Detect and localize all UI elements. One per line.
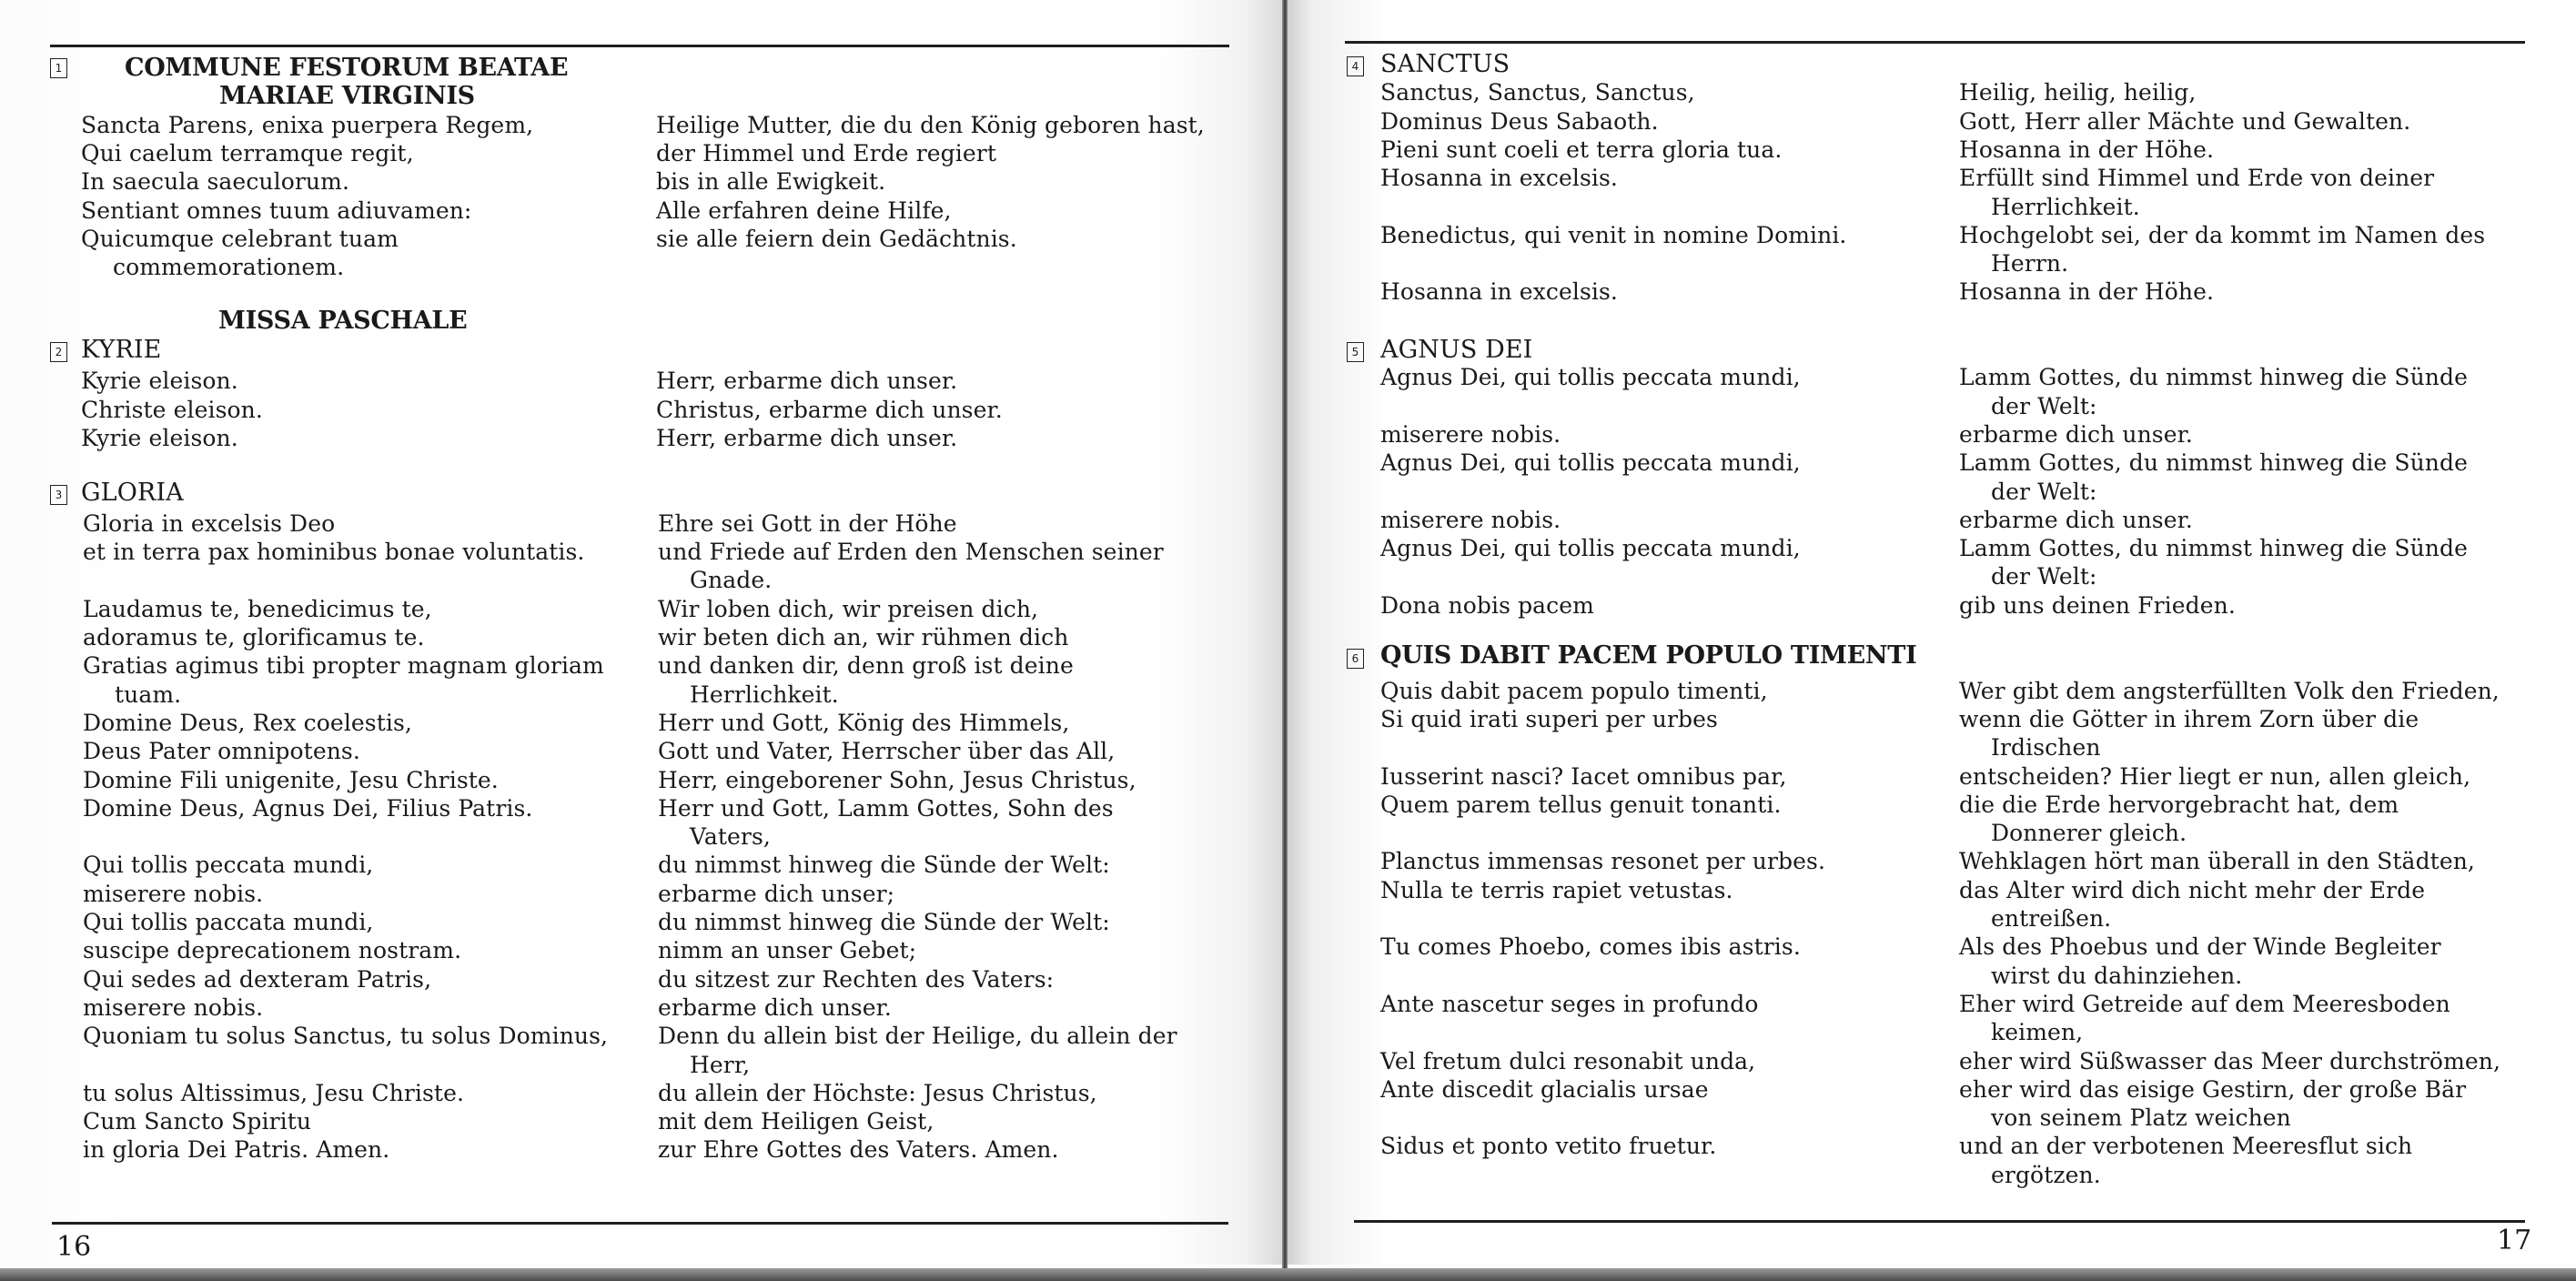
verse-line: Cum Sancto Spiritu xyxy=(83,1108,312,1135)
left-page xyxy=(0,0,1283,1265)
verse-line: in gloria Dei Patris. Amen. xyxy=(83,1136,390,1164)
verse-line: Vaters, xyxy=(690,823,771,851)
verse-line: Qui caelum terramque regit, xyxy=(81,139,414,166)
page-number: 16 xyxy=(56,1231,92,1263)
verse-line: und Friede auf Erden den Menschen seiner xyxy=(658,539,1164,566)
verse-line: Hosanna in der Höhe. xyxy=(1959,136,2215,163)
verse-line: Quoniam tu solus Sanctus, tu solus Dominus, xyxy=(83,1023,609,1050)
verse-line: adoramus te, glorificamus te. xyxy=(83,624,425,651)
page-number: 17 xyxy=(2497,1225,2532,1256)
verse-line: Christus, erbarme dich unser. xyxy=(656,396,1003,423)
verse-line: Sanctus, Sanctus, Sanctus, xyxy=(1380,79,1695,106)
verse-line: et in terra pax hominibus bonae voluntatis. xyxy=(83,539,585,566)
verse-line: der Welt: xyxy=(1991,392,2097,419)
mass-title: MISSA PASCHALE xyxy=(218,307,468,335)
verse-line: Domine Deus, Agnus Dei, Filius Patris. xyxy=(83,794,533,822)
verse-line: Wehklagen hört man überall in den Städten, xyxy=(1959,848,2475,875)
book-gutter xyxy=(1282,0,1288,1270)
verse-line: Vel fretum dulci resonabit unda, xyxy=(1380,1047,1756,1074)
top-rule xyxy=(50,45,1229,47)
verse-line: tuam. xyxy=(115,681,182,708)
verse-line: Deus Pater omnipotens. xyxy=(83,738,360,765)
verse-line: miserere nobis. xyxy=(1380,420,1561,448)
track-number-box: 2 xyxy=(50,342,67,362)
verse-line: Sentiant omnes tuum adiuvamen: xyxy=(81,197,472,224)
verse-line: du allein der Höchste: Jesus Christus, xyxy=(658,1079,1097,1106)
verse-line: Herrn. xyxy=(1991,250,2069,277)
verse-line: Herrlichkeit. xyxy=(1991,193,2140,220)
track-number-box: 1 xyxy=(50,58,67,78)
verse-line: und danken dir, denn groß ist deine xyxy=(658,652,1074,680)
verse-line: Iusserint nasci? Iacet omnibus par, xyxy=(1380,762,1787,790)
verse-line: Herrlichkeit. xyxy=(690,681,839,708)
verse-line: Herr und Gott, König des Himmels, xyxy=(658,709,1070,736)
verse-line: Qui tollis peccata mundi, xyxy=(83,852,374,879)
verse-line: erbarme dich unser; xyxy=(658,880,895,907)
verse-line: Ante discedit glacialis ursae xyxy=(1380,1075,1709,1103)
verse-line: Hosanna in der Höhe. xyxy=(1959,278,2215,306)
verse-line: nimm an unser Gebet; xyxy=(658,937,917,964)
verse-line: Herr und Gott, Lamm Gottes, Sohn des xyxy=(658,794,1114,822)
verse-line: Herr, erbarme dich unser. xyxy=(656,424,958,451)
section-title: QUIS DABIT PACEM POPULO TIMENTI xyxy=(1380,641,1917,670)
verse-line: Heilig, heilig, heilig, xyxy=(1959,79,2197,106)
verse-line: mit dem Heiligen Geist, xyxy=(658,1108,934,1135)
verse-line: bis in alle Ewigkeit. xyxy=(656,168,886,196)
verse-line: wenn die Götter in ihrem Zorn über die xyxy=(1959,705,2419,732)
verse-line: zur Ehre Gottes des Vaters. Amen. xyxy=(658,1136,1059,1164)
verse-line: eher wird Süßwasser das Meer durchströmen, xyxy=(1959,1047,2501,1074)
verse-line: entreißen. xyxy=(1991,905,2112,932)
verse-line: Agnus Dei, qui tollis peccata mundi, xyxy=(1380,535,1801,562)
verse-line: Agnus Dei, qui tollis peccata mundi, xyxy=(1380,364,1801,391)
verse-line: Tu comes Phoebo, comes ibis astris. xyxy=(1380,933,1801,961)
verse-line: Hochgelobt sei, der da kommt im Namen des xyxy=(1959,221,2486,248)
verse-line: Gratias agimus tibi propter magnam gloriam xyxy=(83,652,604,680)
verse-line: Hosanna in excelsis. xyxy=(1380,278,1618,306)
verse-line: Agnus Dei, qui tollis peccata mundi, xyxy=(1380,449,1801,477)
verse-line: Wer gibt dem angsterfüllten Volk den Frieden, xyxy=(1959,677,2500,704)
verse-line: Nulla te terris rapiet vetustas. xyxy=(1380,876,1733,903)
verse-line: Alle erfahren deine Hilfe, xyxy=(656,197,952,224)
verse-line: Si quid irati superi per urbes xyxy=(1380,705,1718,732)
verse-line: die die Erde hervorgebracht hat, dem xyxy=(1959,791,2399,818)
section-title: AGNUS DEI xyxy=(1380,336,1533,364)
verse-line: entscheiden? Hier liegt er nun, allen gleich, xyxy=(1959,762,2471,790)
verse-line: Quis dabit pacem populo timenti, xyxy=(1380,677,1768,704)
scan-bottom-edge xyxy=(0,1268,2576,1281)
verse-line: Kyrie eleison. xyxy=(81,424,238,451)
verse-line: Quem parem tellus genuit tonanti. xyxy=(1380,791,1782,818)
verse-line: von seinem Platz weichen xyxy=(1991,1104,2291,1132)
verse-line: Pieni sunt coeli et terra gloria tua. xyxy=(1380,136,1783,163)
verse-line: Irdischen xyxy=(1991,734,2101,762)
verse-line: Wir loben dich, wir preisen dich, xyxy=(658,595,1039,622)
verse-line: du sitzest zur Rechten des Vaters: xyxy=(658,965,1055,993)
verse-line: suscipe deprecationem nostram. xyxy=(83,937,462,964)
verse-line: Gott und Vater, Herrscher über das All, xyxy=(658,738,1116,765)
verse-line: Quicumque celebrant tuam xyxy=(81,225,399,252)
verse-line: Hosanna in excelsis. xyxy=(1380,165,1618,192)
verse-line: Sidus et ponto vetito fruetur. xyxy=(1380,1133,1717,1160)
verse-line: du nimmst hinweg die Sünde der Welt: xyxy=(658,852,1110,879)
verse-line: Ante nascetur seges in profundo xyxy=(1380,990,1759,1017)
verse-line: wir beten dich an, wir rühmen dich xyxy=(658,624,1069,651)
section-title: COMMUNE FESTORUM BEATAE xyxy=(125,54,569,82)
right-page xyxy=(1287,0,2576,1265)
verse-line: Als des Phoebus und der Winde Begleiter xyxy=(1959,933,2441,961)
verse-line: gib uns deinen Frieden. xyxy=(1959,591,2236,619)
verse-line: sie alle feiern dein Gedächtnis. xyxy=(656,225,1017,252)
verse-line: Lamm Gottes, du nimmst hinweg die Sünde xyxy=(1959,535,2468,562)
verse-line: Domine Fili unigenite, Jesu Christe. xyxy=(83,766,499,793)
verse-line: Laudamus te, benedicimus te, xyxy=(83,595,432,622)
verse-line: erbarme dich unser. xyxy=(658,994,892,1021)
verse-line: Ehre sei Gott in der Höhe xyxy=(658,509,957,537)
verse-line: Herr, erbarme dich unser. xyxy=(656,368,958,395)
verse-line: erbarme dich unser. xyxy=(1959,420,2193,448)
verse-line: miserere nobis. xyxy=(83,880,264,907)
verse-line: wirst du dahinziehen. xyxy=(1991,962,2243,989)
top-rule xyxy=(1345,41,2525,44)
verse-line: Erfüllt sind Himmel und Erde von deiner xyxy=(1959,165,2435,192)
verse-line: Qui sedes ad dexteram Patris, xyxy=(83,965,432,993)
verse-line: keimen, xyxy=(1991,1019,2084,1046)
bottom-rule xyxy=(52,1222,1228,1225)
verse-line: miserere nobis. xyxy=(83,994,264,1021)
verse-line: Gott, Herr aller Mächte und Gewalten. xyxy=(1959,107,2411,135)
verse-line: Gloria in excelsis Deo xyxy=(83,509,336,537)
verse-line: ergötzen. xyxy=(1991,1161,2101,1188)
verse-line: Eher wird Getreide auf dem Meeresboden xyxy=(1959,990,2450,1017)
verse-line: der Welt: xyxy=(1991,478,2097,505)
track-number-box: 6 xyxy=(1347,649,1364,669)
verse-line: erbarme dich unser. xyxy=(1959,506,2193,533)
verse-line: Planctus immensas resonet per urbes. xyxy=(1380,848,1826,875)
track-number-box: 4 xyxy=(1347,56,1364,76)
verse-line: der Welt: xyxy=(1991,563,2097,590)
verse-line: Christe eleison. xyxy=(81,396,263,423)
verse-line: Lamm Gottes, du nimmst hinweg die Sünde xyxy=(1959,449,2468,477)
verse-line: Sancta Parens, enixa puerpera Regem, xyxy=(81,111,534,138)
verse-line: du nimmst hinweg die Sünde der Welt: xyxy=(658,909,1110,935)
section-title: GLORIA xyxy=(81,479,184,507)
verse-line: das Alter wird dich nicht mehr der Erde xyxy=(1959,876,2426,903)
verse-line: Heilige Mutter, die du den König geboren hast, xyxy=(656,111,1205,138)
verse-line: Donnerer gleich. xyxy=(1991,820,2187,847)
verse-line: und an der verbotenen Meeresflut sich xyxy=(1959,1133,2413,1160)
section-title: KYRIE xyxy=(81,336,162,364)
verse-line: Domine Deus, Rex coelestis, xyxy=(83,709,412,736)
verse-line: miserere nobis. xyxy=(1380,506,1561,533)
verse-line: Kyrie eleison. xyxy=(81,368,238,395)
verse-line: Qui tollis paccata mundi, xyxy=(83,909,374,935)
verse-line: In saecula saeculorum. xyxy=(81,168,349,196)
section-title: SANCTUS xyxy=(1380,50,1510,78)
verse-line: Dona nobis pacem xyxy=(1380,591,1594,619)
track-number-box: 3 xyxy=(50,485,67,505)
verse-line: Dominus Deus Sabaoth. xyxy=(1380,107,1659,135)
bottom-rule xyxy=(1354,1220,2525,1223)
verse-line: Herr, eingeborener Sohn, Jesus Christus, xyxy=(658,766,1136,793)
track-number-box: 5 xyxy=(1347,342,1364,362)
section-title-continued: MARIAE VIRGINIS xyxy=(219,82,475,110)
verse-line: commemorationem. xyxy=(113,254,345,281)
verse-line: Benedictus, qui venit in nomine Domini. xyxy=(1380,221,1847,248)
verse-line: Herr, xyxy=(690,1051,751,1078)
verse-line: der Himmel und Erde regiert xyxy=(656,139,996,166)
verse-line: Lamm Gottes, du nimmst hinweg die Sünde xyxy=(1959,364,2468,391)
verse-line: Gnade. xyxy=(690,567,773,594)
verse-line: Denn du allein bist der Heilige, du allein der xyxy=(658,1023,1177,1050)
verse-line: eher wird das eisige Gestirn, der große Bär xyxy=(1959,1075,2467,1103)
verse-line: tu solus Altissimus, Jesu Christe. xyxy=(83,1079,465,1106)
